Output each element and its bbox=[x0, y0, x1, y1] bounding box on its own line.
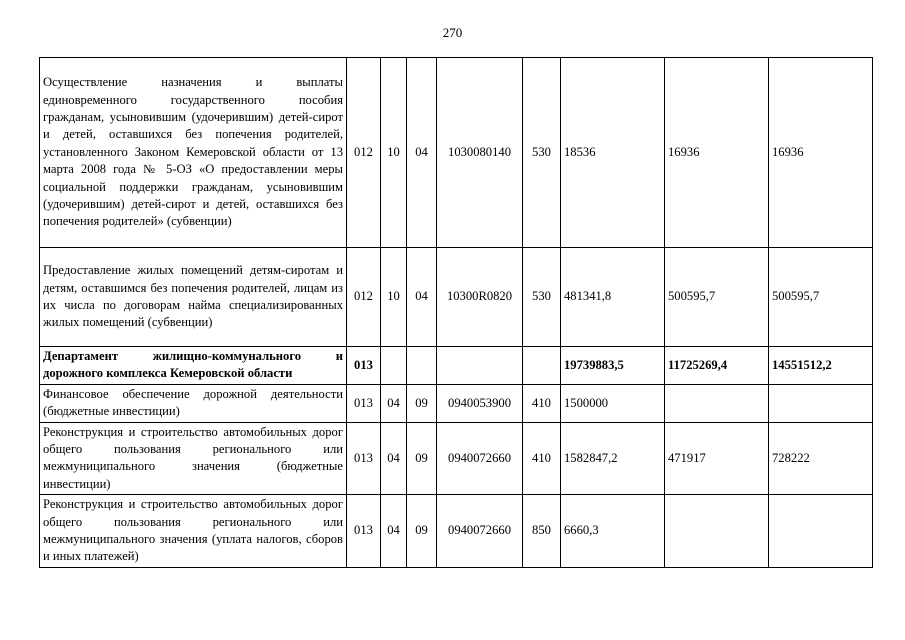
amount-year-1: 1582847,2 bbox=[561, 422, 665, 495]
amount-year-1: 19739883,5 bbox=[561, 347, 665, 385]
budget-item-name: Осуществление назначения и выплаты единовременного государственного пособия гражданам, усыновившим (удочерившим) детей-сирот и детей, оставшихся без попечения родителей, установленного Законом Кемеровской области от 13 марта 2008 года № 5-ОЗ «О предоставлении меры социальной поддержки гражданам, усыновившим (удочерившим) детей-сирот и детей, оставшихся без попечения родителей» (субвенции) bbox=[40, 58, 347, 248]
table-row bbox=[40, 248, 873, 347]
ministry-code: 013 bbox=[347, 347, 381, 385]
amount-year-3: 500595,7 bbox=[769, 248, 873, 347]
expense-type-code: 530 bbox=[523, 58, 561, 248]
amount-year-2: 16936 bbox=[665, 58, 769, 248]
expense-type-code bbox=[523, 347, 561, 385]
ministry-code: 013 bbox=[347, 495, 381, 568]
section-code bbox=[381, 347, 407, 385]
amount-year-1: 1500000 bbox=[561, 384, 665, 422]
budget-table bbox=[39, 57, 873, 568]
amount-year-3: 14551512,2 bbox=[769, 347, 873, 385]
section-code: 04 bbox=[381, 422, 407, 495]
ministry-code: 013 bbox=[347, 422, 381, 495]
target-article-code bbox=[437, 347, 523, 385]
amount-year-3: 16936 bbox=[769, 58, 873, 248]
section-code: 04 bbox=[381, 495, 407, 568]
amount-year-2: 500595,7 bbox=[665, 248, 769, 347]
subsection-code: 09 bbox=[407, 384, 437, 422]
table-row bbox=[40, 384, 873, 422]
budget-item-name: Реконструкция и строительство автомобильных дорог общего пользования регионального или межмуниципального значения (бюджетные инвестиции) bbox=[40, 422, 347, 495]
target-article-code: 0940072660 bbox=[437, 422, 523, 495]
target-article-code: 0940072660 bbox=[437, 495, 523, 568]
budget-item-name: Финансовое обеспечение дорожной деятельности (бюджетные инвестиции) bbox=[40, 384, 347, 422]
page-number: 270 bbox=[442, 25, 463, 40]
budget-item-name: Реконструкция и строительство автомобильных дорог общего пользования регионального или межмуниципального значения (уплата налогов, сборов и иных платежей) bbox=[40, 495, 347, 568]
subsection-code: 04 bbox=[407, 58, 437, 248]
table-row bbox=[40, 422, 873, 495]
subsection-code: 09 bbox=[407, 422, 437, 495]
subsection-code: 09 bbox=[407, 495, 437, 568]
amount-year-2: 11725269,4 bbox=[665, 347, 769, 385]
budget-item-name: Департамент жилищно-коммунального и дорожного комплекса Кемеровской области bbox=[40, 347, 347, 385]
expense-type-code: 530 bbox=[523, 248, 561, 347]
expense-type-code: 410 bbox=[523, 384, 561, 422]
amount-year-3 bbox=[769, 495, 873, 568]
section-code: 10 bbox=[381, 58, 407, 248]
section-code: 10 bbox=[381, 248, 407, 347]
table-row bbox=[40, 58, 873, 248]
subsection-code: 04 bbox=[407, 248, 437, 347]
subsection-code bbox=[407, 347, 437, 385]
amount-year-3: 728222 bbox=[769, 422, 873, 495]
amount-year-2 bbox=[665, 495, 769, 568]
section-code: 04 bbox=[381, 384, 407, 422]
amount-year-1: 481341,8 bbox=[561, 248, 665, 347]
table-row bbox=[40, 347, 873, 385]
ministry-code: 012 bbox=[347, 58, 381, 248]
target-article-code: 1030080140 bbox=[437, 58, 523, 248]
amount-year-2 bbox=[665, 384, 769, 422]
target-article-code: 0940053900 bbox=[437, 384, 523, 422]
table-body bbox=[40, 58, 873, 568]
ministry-code: 012 bbox=[347, 248, 381, 347]
amount-year-2: 471917 bbox=[665, 422, 769, 495]
ministry-code: 013 bbox=[347, 384, 381, 422]
expense-type-code: 850 bbox=[523, 495, 561, 568]
expense-type-code: 410 bbox=[523, 422, 561, 495]
table-row bbox=[40, 495, 873, 568]
amount-year-1: 18536 bbox=[561, 58, 665, 248]
amount-year-1: 6660,3 bbox=[561, 495, 665, 568]
budget-item-name: Предоставление жилых помещений детям-сиротам и детям, оставшимся без попечения родителей, лицам из их числа по договорам найма специализированных жилых помещений (субвенции) bbox=[40, 248, 347, 347]
amount-year-3 bbox=[769, 384, 873, 422]
target-article-code: 10300R0820 bbox=[437, 248, 523, 347]
